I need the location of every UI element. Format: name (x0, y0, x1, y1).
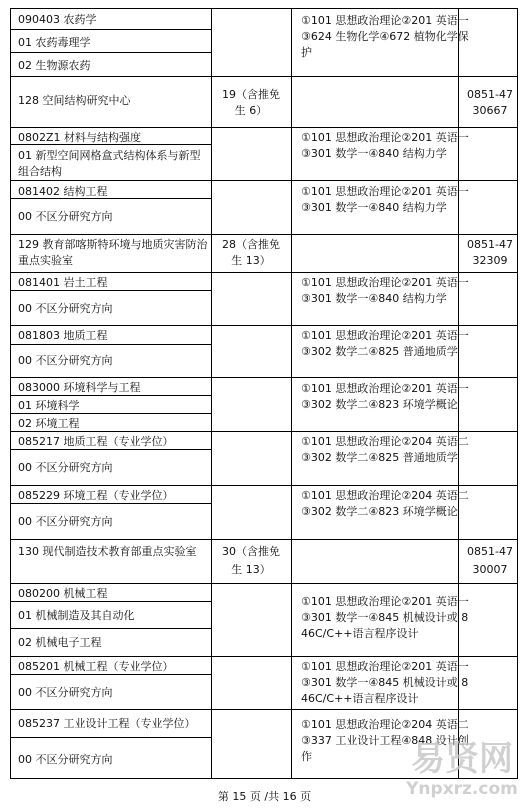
row-divider (11, 583, 517, 584)
admissions-table (10, 8, 518, 779)
program-name: 085201 机械工程（专业学位） (18, 660, 174, 673)
row-divider (11, 431, 517, 432)
subrow-divider (11, 144, 211, 145)
enrollment-quota: 19（含推免生 6） (222, 88, 280, 117)
program-name: 0802Z1 材料与结构强度 (18, 131, 142, 144)
subrow-divider (11, 503, 211, 504)
watermark-url: Ynpxrz.com (406, 779, 518, 799)
column-divider (211, 9, 212, 778)
enrollment-quota: 30（含推免生 13） (222, 545, 280, 576)
research-direction: 00 不区分研究方向 (18, 686, 113, 699)
exam-subjects: ①101 思想政治理论②201 英语一③302 数学二④825 普通地质学 (301, 329, 469, 358)
contact-phone: 0851-4730667 (467, 88, 513, 117)
research-direction: 01 环境科学 (18, 399, 80, 412)
institute-name: 128 空间结构研究中心 (18, 94, 131, 107)
program-name: 083000 环境科学与工程 (18, 381, 141, 394)
watermark-title: 易贤网 (411, 739, 513, 779)
research-direction: 01 新型空间网格盒式结构体系与新型组合结构 (18, 149, 201, 178)
institute-name: 129 教育部喀斯特环境与地质灾害防治重点实验室 (18, 238, 208, 267)
exam-subjects: ①101 思想政治理论②204 英语二③302 数学二④825 普通地质学 (301, 435, 469, 464)
subrow-divider (11, 674, 211, 675)
row-divider (11, 180, 517, 181)
subrow-divider (11, 449, 211, 450)
program-name: 085237 工业设计工程（专业学位） (18, 717, 196, 730)
research-direction: 00 不区分研究方向 (18, 210, 113, 223)
program-name: 080200 机械工程 (18, 587, 108, 600)
exam-subjects: ①101 思想政治理论②201 英语一③301 数学一④840 结构力学 (301, 131, 469, 160)
row-divider (11, 709, 517, 710)
exam-subjects: ①101 思想政治理论②201 英语一③302 数学二④823 环境学概论 (301, 382, 469, 411)
exam-subjects: ①101 思想政治理论②201 英语一③301 数学一④840 结构力学 (301, 276, 469, 305)
program-name: 090403 农药学 (18, 13, 97, 26)
exam-subjects: ①101 思想政治理论②201 英语一③301 数学一④840 结构力学 (301, 185, 469, 214)
row-divider (11, 325, 517, 326)
subrow-divider (11, 344, 211, 345)
research-direction: 00 不区分研究方向 (18, 753, 113, 766)
research-direction: 01 机械制造及其自动化 (18, 609, 135, 622)
research-direction: 02 机械电子工程 (18, 636, 102, 649)
enrollment-quota: 28（含推免生 13） (222, 238, 280, 267)
program-name: 081401 岩土工程 (18, 276, 108, 289)
institute-name: 130 现代制造技术教育部重点实验室 (18, 545, 197, 558)
row-divider (11, 76, 517, 77)
page-number-footer: 第 15 页 /共 16 页 (217, 790, 312, 803)
subrow-divider (11, 737, 211, 738)
subrow-divider (11, 601, 211, 602)
exam-subjects: ①101 思想政治理论②201 英语一③624 生物化学④672 植物化学保护 (301, 14, 469, 59)
research-direction: 02 环境工程 (18, 417, 80, 430)
contact-phone: 0851-4730007 (467, 545, 513, 576)
subrow-divider (11, 198, 211, 199)
watermark-logo (398, 732, 526, 802)
row-divider (11, 127, 517, 128)
research-direction: 00 不区分研究方向 (18, 461, 113, 474)
row-divider (11, 656, 517, 657)
research-direction: 00 不区分研究方向 (18, 515, 113, 528)
subrow-divider (11, 628, 211, 629)
research-direction: 01 农药毒理学 (18, 36, 91, 49)
subrow-divider (11, 52, 211, 53)
research-direction: 00 不区分研究方向 (18, 302, 113, 315)
program-name: 085229 环境工程（专业学位） (18, 489, 174, 502)
subrow-divider (11, 413, 211, 414)
row-divider (11, 485, 517, 486)
exam-subjects: ①101 思想政治理论②201 英语一③301 数学一④845 机械设计或 846C/C++语言程序设计 (301, 595, 469, 640)
row-divider (11, 234, 517, 235)
program-name: 081803 地质工程 (18, 329, 108, 342)
research-direction: 00 不区分研究方向 (18, 354, 113, 367)
exam-subjects: ①101 思想政治理论②204 英语二③337 工业设计工程④848 设计创作 (301, 718, 469, 763)
program-name: 081402 结构工程 (18, 185, 108, 198)
column-divider (291, 9, 292, 778)
row-divider (11, 272, 517, 273)
exam-subjects: ①101 思想政治理论②201 英语一③301 数学一④845 机械设计或 846C/C++语言程序设计 (301, 660, 469, 705)
exam-subjects: ①101 思想政治理论②204 英语二③302 数学二④823 环境学概论 (301, 489, 469, 518)
program-name: 085217 地质工程（专业学位） (18, 435, 174, 448)
row-divider (11, 377, 517, 378)
subrow-divider (11, 29, 211, 30)
subrow-divider (11, 395, 211, 396)
row-divider (11, 539, 517, 540)
subrow-divider (11, 290, 211, 291)
research-direction: 02 生物源农药 (18, 59, 91, 72)
contact-phone: 0851-4732309 (467, 238, 513, 267)
